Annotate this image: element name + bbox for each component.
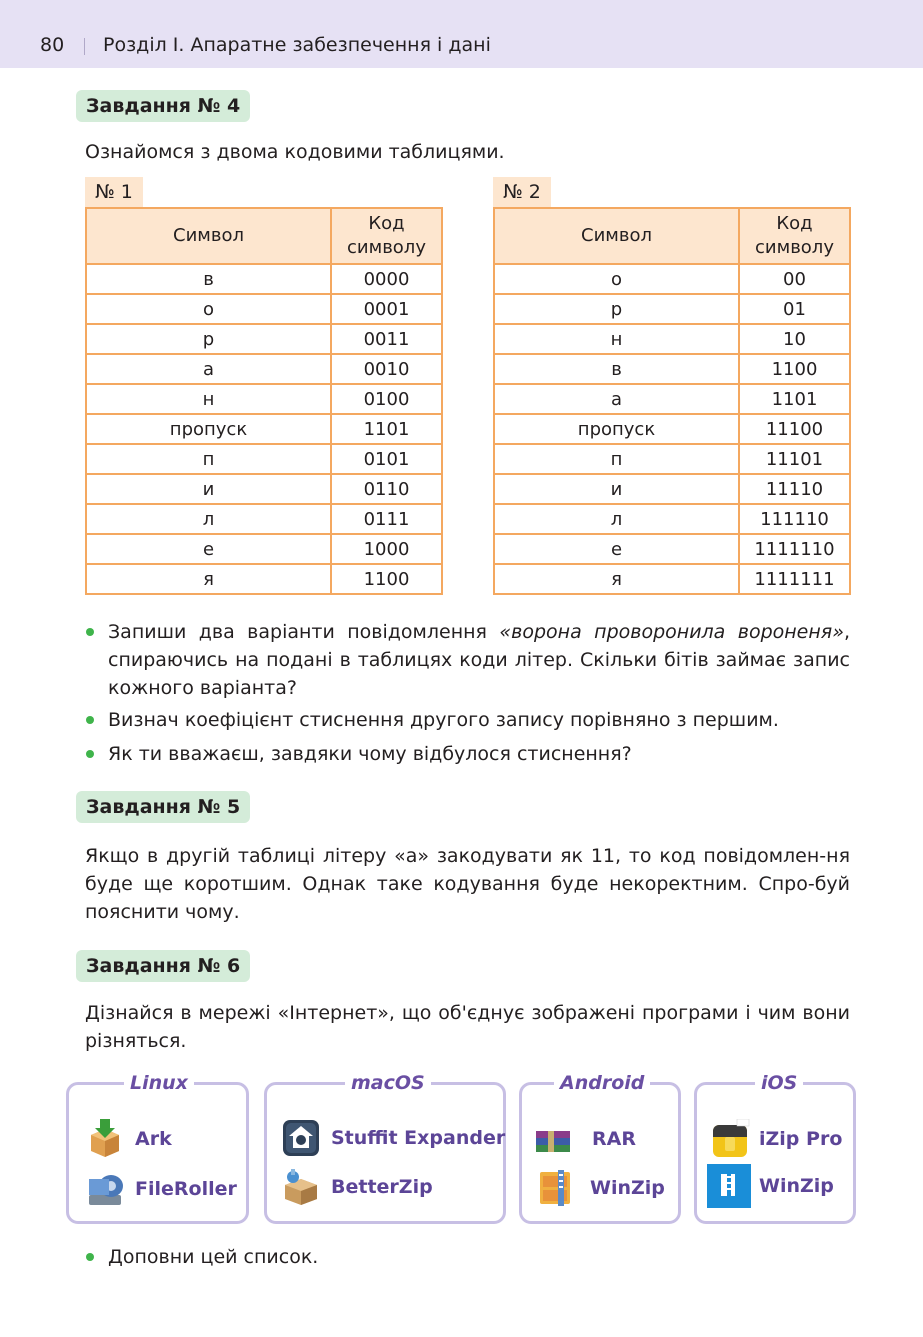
app-izip-pro [711, 1119, 842, 1159]
os-box-ios [694, 1072, 856, 1224]
winzip-cabinet-icon [536, 1168, 576, 1208]
ark-box-icon [85, 1119, 125, 1159]
table-1-symbol-cell: л [86, 504, 331, 534]
table-2-code-cell: 1111110 [739, 534, 850, 564]
izip-pro-icon [711, 1119, 751, 1159]
table-1-row [86, 264, 442, 294]
final-bullet-text: Доповни цей список. [108, 1246, 319, 1268]
app-stuffit [281, 1118, 505, 1158]
table-2-code-cell: 111110 [739, 504, 850, 534]
table-1-symbol-cell: в [86, 264, 331, 294]
task-4-bullet-2 [86, 706, 850, 734]
table-2-row [494, 444, 850, 474]
task-4-badge: Завдання № 4 [76, 90, 250, 122]
header-divider [84, 38, 85, 55]
bullet-1-text-b: , спираючись на подані в таблицях коди літер. Скільки бітів займає запис кожного варіанта? [108, 621, 850, 699]
table-1-code-cell: 0001 [331, 294, 442, 324]
table-1-header-symbol: Символ [86, 208, 331, 264]
task-6-text: Дізнайся в мережі «Інтернет», що об'єднує зображені програми і чим вони різняться. [85, 1002, 850, 1052]
table-1-header-code: Код символу [331, 208, 442, 264]
rar-books-icon [534, 1119, 574, 1159]
app-name-ark: Ark [135, 1128, 172, 1150]
betterzip-icon [281, 1167, 321, 1207]
table-2-code-cell: 1101 [739, 384, 850, 414]
task-4-bullet-3 [86, 740, 850, 768]
table-1-row [86, 324, 442, 354]
table-2-header-symbol: Символ [494, 208, 739, 264]
table-2-row [494, 414, 850, 444]
table-2-row [494, 294, 850, 324]
os-box-android [519, 1072, 681, 1224]
table-1-symbol-cell: пропуск [86, 414, 331, 444]
table-1-code-cell: 0000 [331, 264, 442, 294]
app-name-rar: RAR [592, 1128, 636, 1150]
table-1-row [86, 354, 442, 384]
table-2-code-cell: 1100 [739, 354, 850, 384]
bullet-3-text: Як ти вважаєш, завдяки чому відбулося стиснення? [108, 743, 632, 765]
code-table-1 [85, 207, 443, 595]
table-2-code-cell: 11110 [739, 474, 850, 504]
app-name-fileroller: FileRoller [135, 1178, 237, 1200]
app-betterzip [281, 1167, 433, 1207]
table-2-label: № 2 [493, 177, 551, 207]
table-2-row [494, 474, 850, 504]
table-2-row [494, 354, 850, 384]
table-1-code-cell: 0010 [331, 354, 442, 384]
app-name-betterzip: BetterZip [331, 1176, 433, 1198]
table-2-symbol-cell: л [494, 504, 739, 534]
table-2-symbol-cell: а [494, 384, 739, 414]
bullet-1-text-a: Запиши два варіанти повідомлення [108, 621, 500, 643]
task-5-badge: Завдання № 5 [76, 791, 250, 823]
app-winzip-ios [707, 1166, 834, 1206]
table-1-symbol-cell: н [86, 384, 331, 414]
stuffit-icon [281, 1118, 321, 1158]
app-name-winzip-ios: WinZip [759, 1175, 834, 1197]
table-1-label: № 1 [85, 177, 143, 207]
table-1-row [86, 474, 442, 504]
page-header [0, 0, 923, 68]
bullet-2-text: Визнач коефіцієнт стиснення другого запису порівняно з першим. [108, 709, 779, 731]
os-title-ios: iOS [755, 1070, 803, 1096]
table-1-row [86, 564, 442, 594]
app-fileroller [85, 1169, 237, 1209]
table-2-symbol-cell: пропуск [494, 414, 739, 444]
os-title-linux: Linux [124, 1070, 194, 1096]
chapter-title: Розділ І. Апаратне забезпечення і дані [103, 34, 491, 56]
table-2-symbol-cell: е [494, 534, 739, 564]
table-1-code-cell: 0111 [331, 504, 442, 534]
table-2-code-cell: 00 [739, 264, 850, 294]
table-2-row [494, 264, 850, 294]
page-number: 80 [40, 34, 65, 56]
task-6-final-bullet [86, 1243, 850, 1271]
winzip-ios-icon [707, 1164, 751, 1208]
table-2-code-cell: 10 [739, 324, 850, 354]
table-1-symbol-cell: о [86, 294, 331, 324]
fileroller-icon [85, 1169, 125, 1209]
task-6-badge: Завдання № 6 [76, 950, 250, 982]
app-name-winzip-android: WinZip [590, 1177, 665, 1199]
table-1-symbol-cell: е [86, 534, 331, 564]
table-1-row [86, 414, 442, 444]
table-2-symbol-cell: и [494, 474, 739, 504]
table-1-code-cell: 0101 [331, 444, 442, 474]
table-1-row [86, 534, 442, 564]
task-4-intro: Ознайомся з двома кодовими таблицями. [85, 141, 505, 163]
os-title-android: Android [554, 1070, 650, 1096]
table-2-header-code: Код символу [739, 208, 850, 264]
table-1-row [86, 504, 442, 534]
app-rar [534, 1119, 636, 1159]
app-winzip-android [536, 1168, 665, 1208]
table-1-row [86, 384, 442, 414]
table-1-symbol-cell: я [86, 564, 331, 594]
table-1-code-cell: 0011 [331, 324, 442, 354]
table-2-row [494, 384, 850, 414]
table-2-code-cell: 11100 [739, 414, 850, 444]
table-2-symbol-cell: н [494, 324, 739, 354]
os-box-macos [264, 1072, 506, 1224]
table-2-row [494, 564, 850, 594]
table-2-symbol-cell: о [494, 264, 739, 294]
table-2-symbol-cell: р [494, 294, 739, 324]
app-name-izip-pro: iZip Pro [759, 1128, 843, 1150]
app-ark [85, 1119, 172, 1159]
task-4-bullet-1 [86, 618, 850, 702]
table-1-symbol-cell: р [86, 324, 331, 354]
code-table-2 [493, 207, 851, 595]
task-5-text: Якщо в другій таблиці літеру «а» закодувати як 11, то код повідомлен-ня буде ще коротшим. Однак таке кодування буде некоректним. Спро-буй пояснити чому. [85, 845, 850, 923]
table-1-symbol-cell: и [86, 474, 331, 504]
table-2-symbol-cell: в [494, 354, 739, 384]
table-2-code-cell: 01 [739, 294, 850, 324]
table-2-row [494, 534, 850, 564]
table-1-symbol-cell: п [86, 444, 331, 474]
table-1-code-cell: 1000 [331, 534, 442, 564]
table-1-code-cell: 0100 [331, 384, 442, 414]
table-2-code-cell: 11101 [739, 444, 850, 474]
table-1-symbol-cell: а [86, 354, 331, 384]
table-2-row [494, 504, 850, 534]
table-2-code-cell: 1111111 [739, 564, 850, 594]
table-1-code-cell: 0110 [331, 474, 442, 504]
table-2-symbol-cell: я [494, 564, 739, 594]
os-title-macos: macOS [345, 1070, 431, 1096]
table-2-symbol-cell: п [494, 444, 739, 474]
table-1-row [86, 294, 442, 324]
table-2-row [494, 324, 850, 354]
table-1-row [86, 444, 442, 474]
app-name-stuffit: Stuffit Expander [331, 1127, 506, 1149]
table-1-code-cell: 1100 [331, 564, 442, 594]
table-1-code-cell: 1101 [331, 414, 442, 444]
bullet-1-quote: «ворона проворонила вороненя» [499, 621, 844, 643]
os-box-linux [66, 1072, 249, 1224]
